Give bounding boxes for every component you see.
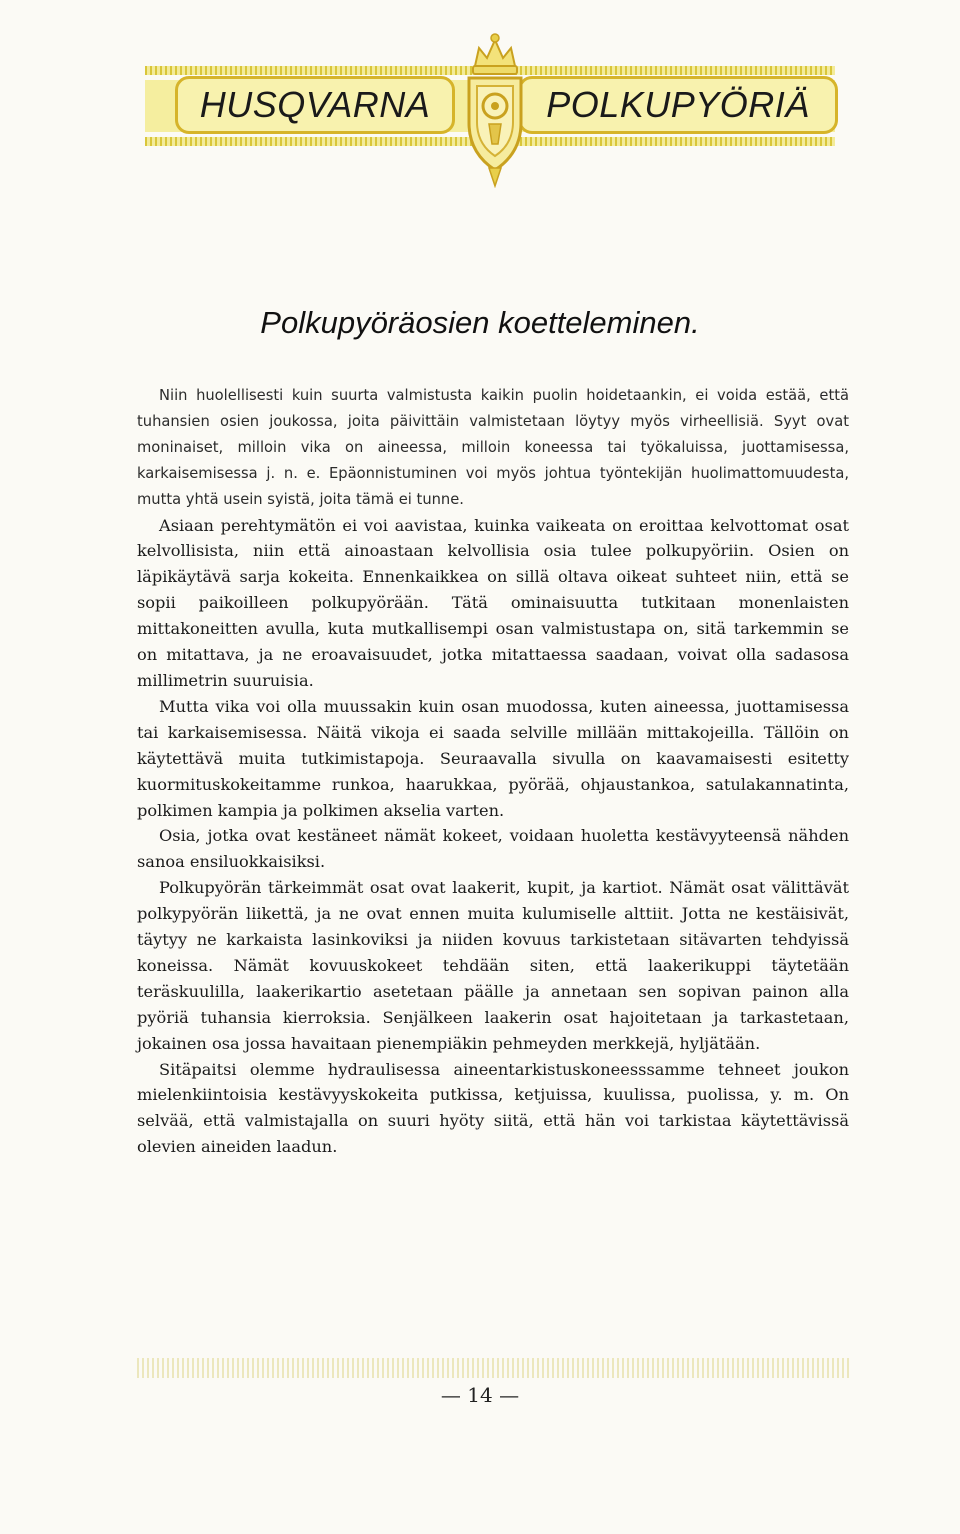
paragraph-6: Sitäpaitsi olemme hydraulisessa aineentarkistuskoneesssamme tehneet joukon mielenkiintoisia kestävyyskokeita putkissa, ketjuissa, kuulissa, puolissa, y. m. On selvää, että valmistajalla on suuri hyöty siitä, että hän voi tarkistaa käytettävissä olevien aineiden laadun. <box>137 1059 849 1157</box>
banner-panel-right <box>518 76 838 134</box>
header-banner <box>0 0 960 200</box>
product-name: POLKUPYÖRIÄ <box>546 84 810 125</box>
paragraph-4: Osia, jotka ovat kestäneet nämät kokeet, voidaan huoletta kestävyyteensä nähden sanoa ensiluokkaisiksi. <box>137 826 849 872</box>
paragraph-1: Niin huolellisesti kuin suurta valmistusta kaikin puolin hoidetaankin, ei voida estää, että tuhansien osien joukossa, joita päivittäin valmistetaan löytyy myös virheellisiä. Syyt ovat moninaiset, milloin vika on aineessa, milloin koneessa tai työkaluissa, juottamisessa, karkaisemisessa j. n. e. Epäonnistuminen voi myös johtua työntekijän huolimattomuudesta, mutta yhtä usein syistä, joita tämä ei tunne. <box>137 387 849 508</box>
royal-crown-crest-icon <box>445 28 545 188</box>
paragraph-3: Mutta vika voi olla muussakin kuin osan muodossa, kuten aineessa, juottamisessa tai karkaisemisessa. Näitä vikoja ei saada selville millään mittakojeilla. Tällöin on käytettävä muita tutkimistapoja. Seuraavalla sivulla on kaavamaisesti esitetty kuormituskokeitamme runkoa, haarukkaa, pyörää, ohjaustankoa, satulakannatinta, polkimen kampia ja polkimen akselia varten. <box>137 696 849 820</box>
paragraph-5: Polkupyörän tärkeimmät osat ovat laakerit, kupit, ja kartiot. Nämät osat välittävät polkypyörän liikettä, ja ne ovat ennen muita kulumiselle alttiit. Jotta ne kestäisivät, täytyy ne karkaista lasinkoviksi ja niiden kovuus tarkistetaan sitävarten tehdyissä koneissa. Nämät kovuuskokeet tehdään siten, että laakerikuppi täytetään teräskuulilla, laakerikartio asetetaan päälle ja annetaan sen sopivan painon alla pyöriä tuhansia kierroksia. Senjälkeen laakerin osat hajoitetaan ja tarkastetaan, jokainen osa jossa havaitaan pienempiäkin pehmeyden merkkejä, hyljätään. <box>137 878 849 1053</box>
page-number: — 14 — <box>440 1383 520 1407</box>
banner-panel-left <box>175 76 455 134</box>
brand-name: HUSQVARNA <box>199 84 431 125</box>
paragraph-2: Asiaan perehtymätön ei voi aavistaa, kuinka vaikeata on eroittaa kelvottomat osat kelvollisista, niin että ainoastaan kelvollisia osia tulee polkupyöriin. Osien on läpikäytävä sarja kokeita. Ennenkaikkea on sillä oltava oikeat suhteet niin, että se sopii paikoilleen polkupyörään. Tätä ominaisuutta tutkitaan monenlaisten mittakoneitten avulla, kuta mutkallisempi osan valmistustapa on, sitä tarkemmin se on mitattava, ja ne eroavaisuudet, jotka mitattaessa saadaan, voivat olla sadasosa millimetrin suuruisia. <box>137 515 849 690</box>
article-body <box>137 383 849 1160</box>
page-title: Polkupyöräosien koetteleminen. <box>260 305 700 340</box>
footer-stripe <box>137 1358 849 1378</box>
